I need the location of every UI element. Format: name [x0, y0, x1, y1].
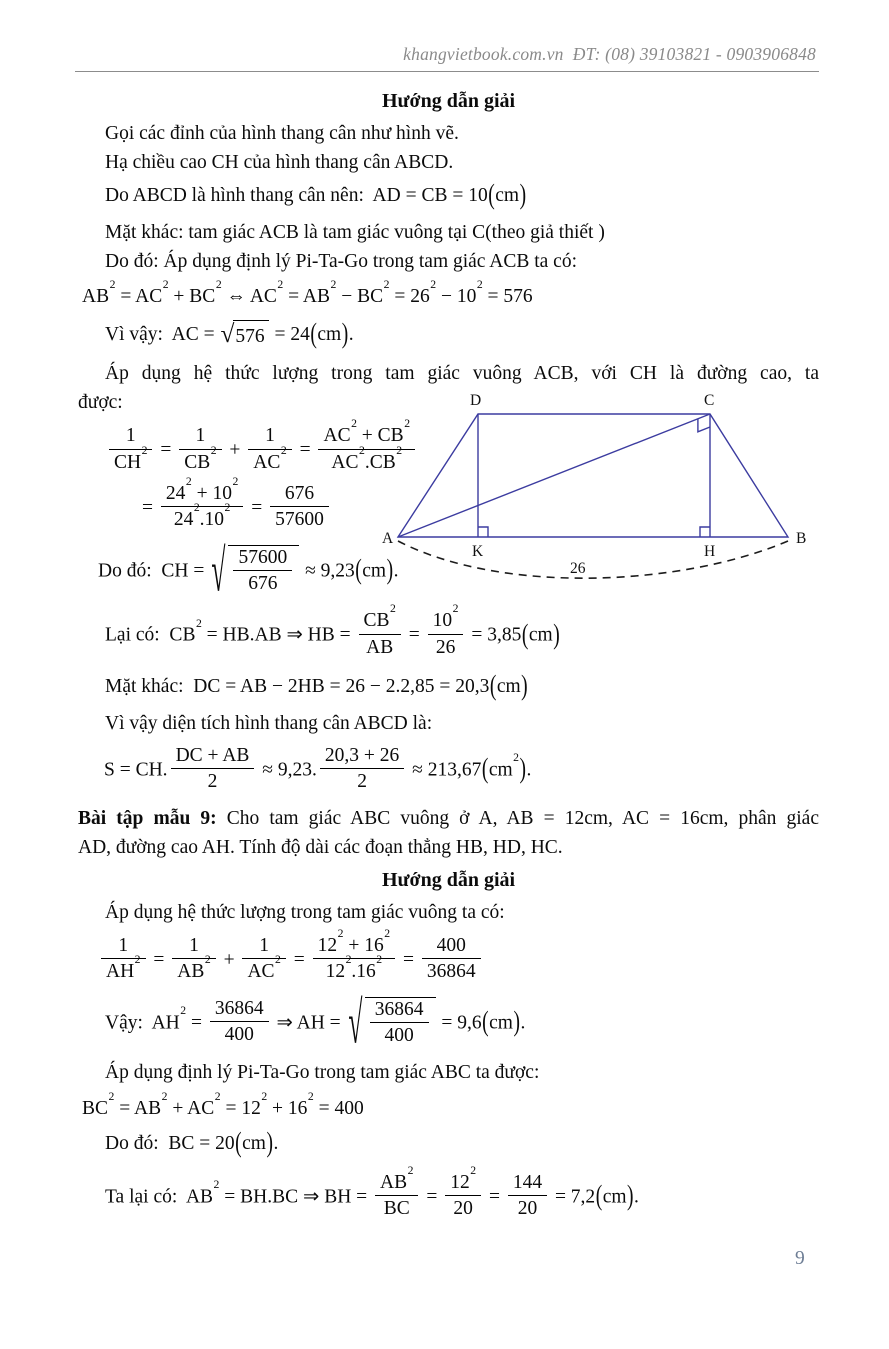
paragraph: Hạ chiều cao CH của hình thang cân ABCD. [105, 152, 454, 174]
formula: S = CH. $\frac{DC + AB}{2}$ ≈ 9,23. $\frac{20,3 + 26}{2}$ ≈ $213,67(cm^2)$. [78, 745, 819, 797]
paragraph: Áp dụng hệ thức lượng trong tam giác vuông ACB, với CH là đường cao, ta [105, 362, 819, 384]
radical-sign: √ [220, 319, 235, 348]
formula: Do ABCD là hình thang cân nên: AD = CB = 10(cm) [105, 179, 527, 211]
radical-sign: √ [347, 993, 362, 1058]
right-angle-marker-k [478, 527, 488, 537]
formula: Vậy: $AH^2$ = $\frac{36864}{400}$ ⇒ AH = √ $\frac{36864}{400}$ = 9,6(cm). [105, 993, 526, 1058]
diagonal-ac-line [398, 414, 710, 537]
header-divider [75, 71, 819, 72]
formula: Ta lại có: $AB^2 = BH.BC$ ⇒ BH = $\frac{AB^2}{BC}$ = $\frac{12^2}{20}$ = $\frac{144}{20}$ = 7,2(cm). [78, 1172, 819, 1224]
right-angle-marker-c [698, 419, 710, 432]
formula: Do đó: BC = 20(cm). [105, 1128, 279, 1159]
paragraph: Gọi các đỉnh của hình thang cân như hình vẽ. [105, 123, 459, 144]
paragraph: Áp dụng hệ thức lượng trong tam giác vuông ta có: [105, 901, 505, 923]
paragraph: Do đó: Áp dụng định lý Pi-Ta-Go trong tam giác ACB ta có: [105, 251, 577, 272]
trapezoid-figure [380, 388, 820, 600]
formula: Do đó: CH = √ $\frac{57600}{676}$ ≈ 9,23(cm). [98, 541, 399, 606]
problem-statement: Bài tập mẫu 9: Cho tam giác ABC vuông ở A, AB = 12cm, AC = 16cm, phân giác [78, 808, 819, 830]
length-label-ab: 26 [570, 560, 586, 577]
paragraph: Vì vậy diện tích hình thang cân ABCD là: [105, 713, 433, 735]
formula: $\frac{1}{AH^2}$ = $\frac{1}{AB^2}$ + $\frac{1}{AC^2}$ = $\frac{12^2 + 16^2}{12^2.16^2}$ = $\frac{400}{36864}$ [78, 935, 819, 987]
formula: $BC^2 = AB^2 + AC^2 = 12^2 + 16^2 = 400$ [82, 1089, 364, 1119]
vertex-label-d: D [470, 392, 482, 409]
solution-heading: Hướng dẫn giải [381, 90, 516, 112]
foot-label-k: K [472, 543, 484, 560]
vertex-label-a: A [382, 530, 394, 547]
page-header [80, 44, 816, 65]
vertex-label-c: C [704, 392, 715, 409]
paragraph: được: [78, 392, 123, 413]
page-number: 9 [795, 1248, 805, 1269]
vertex-label-b: B [796, 530, 807, 547]
header-text: khangvietbook.com.vn ĐT: (08) 39103821 - 0903906848 [403, 44, 816, 64]
length-brace-ab [398, 541, 788, 578]
paragraph: Áp dụng định lý Pi-Ta-Go trong tam giác ABC ta được: [105, 1062, 540, 1084]
formula: Mặt khác: DC = AB − 2HB = 26 − 2.2,85 = 20,3(cm) [105, 671, 528, 702]
formula: $AB^2 = AC^2 + BC^2$ ⇔ $AC^2 = AB^2 - BC^2 = 26^2 - 10^2 = 576$ [82, 278, 533, 308]
radical-sign: √ [211, 541, 226, 606]
formula: = $\frac{24^2 + 10^2}{24^2.10^2}$ = $\frac{676}{57600}$ [78, 483, 819, 535]
formula: Lại có: $CB^2 = HB.AB$ ⇒ HB = $\frac{CB^2}{AB}$ = $\frac{10^2}{26}$ = 3,85(cm) [78, 610, 819, 662]
solution-heading: Hướng dẫn giải [381, 868, 516, 891]
foot-label-h: H [704, 543, 716, 560]
problem-statement: AD, đường cao AH. Tính độ dài các đoạn thẳng HB, HD, HC. [78, 837, 563, 859]
formula: $\frac{1}{CH^2}$ = $\frac{1}{CB^2}$ + $\frac{1}{AC^2}$ = $\frac{AC^2 + CB^2}{AC^2.CB^2}$ [78, 425, 819, 477]
formula: Vì vậy: AC = √ 576 = 24(cm). [105, 318, 354, 350]
paragraph: Mặt khác: tam giác ACB là tam giác vuông tại C(theo giả thiết ) [105, 221, 605, 243]
right-angle-marker-h [700, 527, 710, 537]
document-body [78, 84, 819, 1224]
trapezoid-outline [398, 414, 788, 537]
